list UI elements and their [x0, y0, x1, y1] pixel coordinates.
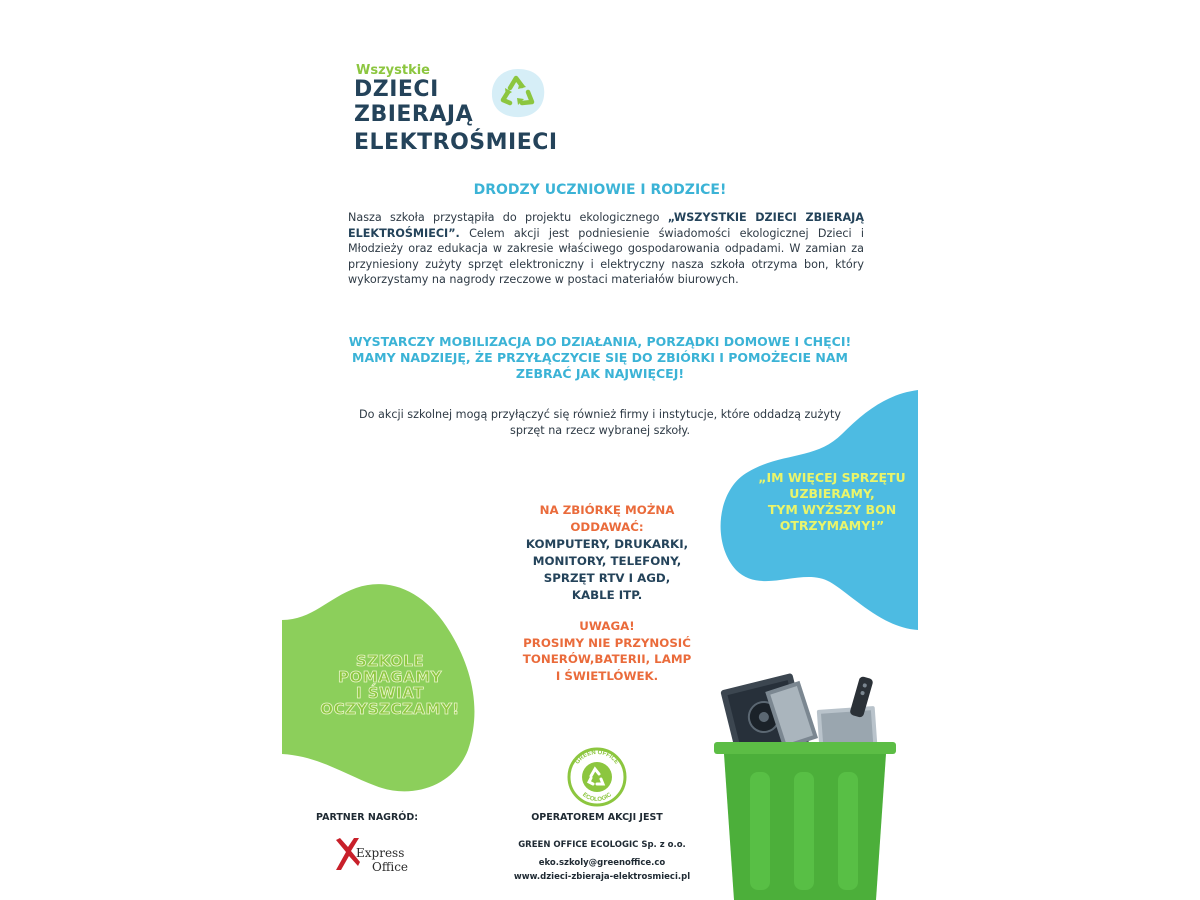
collection-item-1: KOMPUTERY, DRUKARKI,: [525, 537, 689, 551]
svg-text:GREEN OFFICE: [575, 750, 620, 766]
logo-line-3: ELEKTROŚMIECI: [354, 130, 558, 155]
express-logo-line-2: Office: [372, 860, 409, 874]
green-slogan-line-3: I ŚWIAT: [356, 684, 424, 702]
recycle-icon: [488, 66, 548, 120]
call-to-action: [322, 334, 878, 382]
website-link[interactable]: www.dzieci-zbieraja-elektrosmieci.pl: [513, 872, 691, 882]
main-heading: DRODZY UCZNIOWIE I RODZICE!: [473, 182, 727, 198]
blue-quote-line-4: OTRZYMAMY!”: [779, 518, 885, 533]
collection-item-4: KABLE ITP.: [571, 588, 643, 602]
warning-line-4: I ŚWIETLÓWEK.: [555, 668, 659, 683]
warning-line-3: TONERÓW,BATERII, LAMP: [522, 652, 692, 666]
collection-title-2: ODDAWAĆ:: [570, 520, 644, 534]
green-slogan-line-4: OCZYSZCZAMY!: [320, 700, 460, 718]
intro-text-1: Nasza szkoła przystąpiła do projektu ekologicznego: [348, 211, 668, 224]
call-line-2: MAMY NADZIEJĘ, ŻE PRZYŁĄCZYCIE SIĘ DO ZBIÓRKI I POMOŻECIE NAM: [352, 350, 848, 365]
partner-label: PARTNER NAGRÓD:: [316, 812, 419, 823]
blue-quote-line-2: UZBIERAMY,: [789, 486, 875, 501]
collection-title-1: NA ZBIÓRKĘ MOŻNA: [539, 503, 675, 517]
green-office-top-text: GREEN OFFICE: [574, 749, 620, 766]
intro-text-2: Celem akcji jest podniesienie świadomości ekologicznej Dzieci i Młodzieży oraz edukacja w zakresie właściwego gospodarowania odpadami. W zamian za przyniesiony zużyty sprzęt elektroniczny i elektryczny nasza szkoła otrzyma bon, który wykorzystamy na nagrody rzeczowe w postaci materiałów biurowych.: [348, 226, 864, 287]
blue-quote-line-1: „IM WIĘCEJ SPRZĘTU: [758, 470, 906, 485]
green-office-bottom-text: ECOLOGIC: [581, 792, 613, 804]
contact-email[interactable]: eko.szkoly@greenoffice.co: [538, 858, 666, 868]
logo-line-2: ZBIERAJĄ: [354, 102, 474, 127]
company-name: GREEN OFFICE ECOLOGIC Sp. z o.o.: [518, 840, 686, 850]
green-office-badge-text: [564, 746, 630, 808]
collection-box: [482, 502, 732, 604]
warning-box: [482, 618, 732, 684]
call-line-3: ZEBRAĆ JAK NAJWIĘCEJ!: [515, 366, 685, 381]
warning-line-1: UWAGA!: [579, 619, 635, 633]
logo-small-text: Wszystkie: [356, 63, 430, 78]
express-office-logo: [332, 834, 422, 880]
trash-bin-illustration: [706, 672, 902, 900]
logo-line-1: DZIECI: [354, 77, 439, 102]
blue-quote: [744, 470, 918, 534]
green-slogan: [300, 653, 480, 717]
svg-text:ECOLOGIC: [581, 792, 613, 803]
poster: [282, 0, 918, 900]
express-logo-line-1: Express: [356, 846, 405, 860]
project-name: „WSZYSTKIE DZIECI ZBIERAJĄ ELEKTROŚMIECI”.: [348, 211, 864, 240]
firms-note: Do akcji szkolnej mogą przyłączyć się również firmy i instytucje, które oddadzą zużyty sprzęt na rzecz wybranej szkoły.: [359, 408, 841, 437]
operator-label: OPERATOREM AKCJI JEST: [531, 812, 663, 823]
collection-item-3: SPRZĘT RTV I AGD,: [543, 571, 671, 585]
intro-paragraph: [348, 210, 864, 288]
blue-quote-line-3: TYM WYŻSZY BON: [767, 502, 897, 517]
warning-line-2: PROSIMY NIE PRZYNOSIĆ: [523, 635, 691, 650]
green-slogan-line-1: SZKOLE: [355, 652, 425, 670]
green-slogan-line-2: POMAGAMY: [338, 668, 442, 686]
collection-item-2: MONITORY, TELEFONY,: [532, 554, 682, 568]
call-line-1: WYSTARCZY MOBILIZACJA DO DZIAŁANIA, PORZĄDKI DOMOWE I CHĘCI!: [348, 334, 852, 349]
